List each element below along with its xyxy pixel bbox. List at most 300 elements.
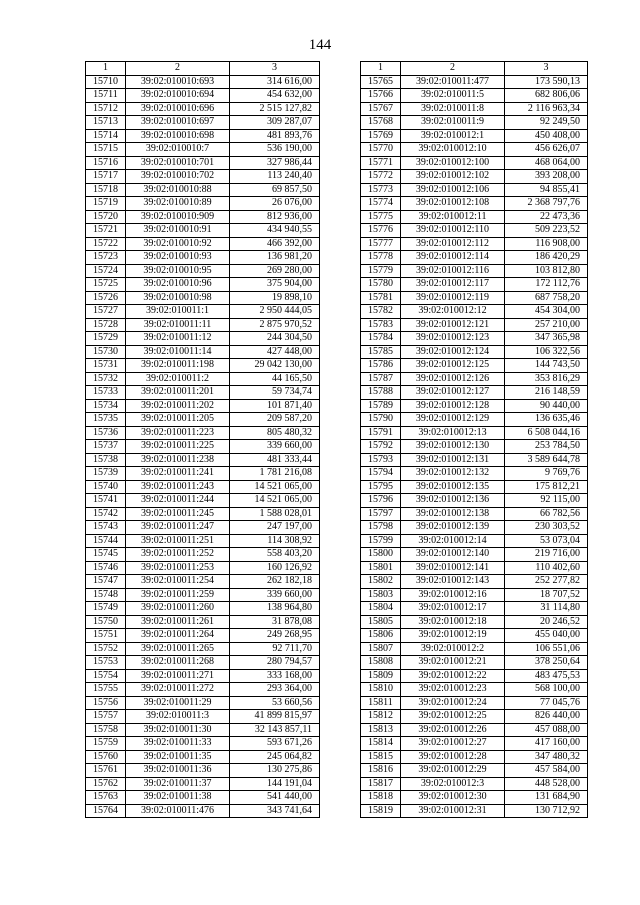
table-row <box>86 534 320 548</box>
cadastral-number: 39:02:010011:247 <box>126 521 230 535</box>
cadastral-number: 39:02:010012:19 <box>401 629 505 643</box>
cadastral-value: 378 250,64 <box>505 656 588 670</box>
table-row <box>361 129 588 143</box>
cadastral-value: 53 660,56 <box>230 696 320 710</box>
cadastral-number: 39:02:010011:201 <box>126 386 230 400</box>
cadastral-value: 136 981,20 <box>230 251 320 265</box>
cadastral-number: 39:02:010012:110 <box>401 224 505 238</box>
cadastral-value: 209 587,20 <box>230 413 320 427</box>
cadastral-number: 39:02:010010:693 <box>126 75 230 89</box>
cadastral-value: 327 986,44 <box>230 156 320 170</box>
table-row <box>361 359 588 373</box>
cadastral-value: 2 875 970,52 <box>230 318 320 332</box>
row-number: 15715 <box>86 143 126 157</box>
cadastral-value: 457 088,00 <box>505 723 588 737</box>
table-row <box>361 791 588 805</box>
table-row <box>361 426 588 440</box>
table-row <box>86 183 320 197</box>
cadastral-number: 39:02:010011:268 <box>126 656 230 670</box>
cadastral-value: 173 590,13 <box>505 75 588 89</box>
table-row <box>361 237 588 251</box>
cadastral-number: 39:02:010011:253 <box>126 561 230 575</box>
row-number: 15734 <box>86 399 126 413</box>
table-row <box>361 143 588 157</box>
row-number: 15779 <box>361 264 401 278</box>
cadastral-value: 230 303,52 <box>505 521 588 535</box>
row-number: 15813 <box>361 723 401 737</box>
cadastral-number: 39:02:010010:696 <box>126 102 230 116</box>
cadastral-value: 103 812,80 <box>505 264 588 278</box>
row-number: 15787 <box>361 372 401 386</box>
row-number: 15811 <box>361 696 401 710</box>
row-number: 15749 <box>86 602 126 616</box>
cadastral-value: 466 392,00 <box>230 237 320 251</box>
cadastral-value: 53 073,04 <box>505 534 588 548</box>
cadastral-value: 456 626,07 <box>505 143 588 157</box>
cadastral-value: 114 308,92 <box>230 534 320 548</box>
table-row <box>361 602 588 616</box>
cadastral-number: 39:02:010012:123 <box>401 332 505 346</box>
cadastral-value: 14 521 065,00 <box>230 480 320 494</box>
cadastral-number: 39:02:010011:477 <box>401 75 505 89</box>
cadastral-value: 309 287,07 <box>230 116 320 130</box>
row-number: 15765 <box>361 75 401 89</box>
table-row <box>361 318 588 332</box>
table-row <box>361 278 588 292</box>
row-number: 15799 <box>361 534 401 548</box>
row-number: 15732 <box>86 372 126 386</box>
table-row <box>86 629 320 643</box>
cadastral-number: 39:02:010011:9 <box>401 116 505 130</box>
row-number: 15740 <box>86 480 126 494</box>
cadastral-value: 448 528,00 <box>505 777 588 791</box>
table-row <box>361 345 588 359</box>
table-row <box>361 777 588 791</box>
cadastral-value: 593 671,26 <box>230 737 320 751</box>
table-row <box>361 251 588 265</box>
cadastral-number: 39:02:010012:116 <box>401 264 505 278</box>
row-number: 15788 <box>361 386 401 400</box>
cadastral-value: 144 191,04 <box>230 777 320 791</box>
cadastral-value: 468 064,00 <box>505 156 588 170</box>
cadastral-number: 39:02:010012:12 <box>401 305 505 319</box>
cadastral-value: 2 950 444,05 <box>230 305 320 319</box>
table-row <box>86 386 320 400</box>
cadastral-number: 39:02:010011:11 <box>126 318 230 332</box>
table-row <box>86 102 320 116</box>
table-row <box>361 210 588 224</box>
page-number: 144 <box>308 37 332 53</box>
table-header-row <box>361 62 588 76</box>
row-number: 15743 <box>86 521 126 535</box>
cadastral-value: 172 112,76 <box>505 278 588 292</box>
table-row <box>86 642 320 656</box>
table-header-row <box>86 62 320 76</box>
row-number: 15804 <box>361 602 401 616</box>
row-number: 15723 <box>86 251 126 265</box>
cadastral-value: 558 403,20 <box>230 548 320 562</box>
left-table <box>85 61 320 818</box>
table-row <box>361 494 588 508</box>
cadastral-number: 39:02:010012:143 <box>401 575 505 589</box>
cadastral-value: 347 365,98 <box>505 332 588 346</box>
cadastral-value: 130 275,86 <box>230 764 320 778</box>
row-number: 15747 <box>86 575 126 589</box>
row-number: 15767 <box>361 102 401 116</box>
row-number: 15802 <box>361 575 401 589</box>
cadastral-number: 39:02:010011:251 <box>126 534 230 548</box>
cadastral-value: 136 635,46 <box>505 413 588 427</box>
cadastral-value: 9 769,76 <box>505 467 588 481</box>
cadastral-number: 39:02:010011:35 <box>126 750 230 764</box>
row-number: 15717 <box>86 170 126 184</box>
row-number: 15819 <box>361 804 401 818</box>
row-number: 15798 <box>361 521 401 535</box>
cadastral-number: 39:02:010011:198 <box>126 359 230 373</box>
column-header: 2 <box>401 62 505 76</box>
table-row <box>86 75 320 89</box>
cadastral-value: 69 857,50 <box>230 183 320 197</box>
cadastral-value: 2 515 127,82 <box>230 102 320 116</box>
cadastral-number: 39:02:010012:112 <box>401 237 505 251</box>
row-number: 15754 <box>86 669 126 683</box>
cadastral-value: 434 940,55 <box>230 224 320 238</box>
table-row <box>86 548 320 562</box>
table-row <box>361 534 588 548</box>
cadastral-value: 26 076,00 <box>230 197 320 211</box>
row-number: 15742 <box>86 507 126 521</box>
cadastral-number: 39:02:010011:245 <box>126 507 230 521</box>
cadastral-value: 353 816,29 <box>505 372 588 386</box>
left-table-body <box>86 75 320 818</box>
cadastral-number: 39:02:010011:1 <box>126 305 230 319</box>
row-number: 15803 <box>361 588 401 602</box>
cadastral-value: 417 160,00 <box>505 737 588 751</box>
table-row <box>361 764 588 778</box>
cadastral-value: 110 402,60 <box>505 561 588 575</box>
cadastral-number: 39:02:010012:108 <box>401 197 505 211</box>
cadastral-value: 41 899 815,97 <box>230 710 320 724</box>
cadastral-number: 39:02:010012:128 <box>401 399 505 413</box>
row-number: 15761 <box>86 764 126 778</box>
cadastral-value: 1 781 216,08 <box>230 467 320 481</box>
cadastral-number: 39:02:010012:28 <box>401 750 505 764</box>
cadastral-value: 339 660,00 <box>230 588 320 602</box>
cadastral-number: 39:02:010012:139 <box>401 521 505 535</box>
row-number: 15730 <box>86 345 126 359</box>
cadastral-number: 39:02:010012:140 <box>401 548 505 562</box>
cadastral-number: 39:02:010011:12 <box>126 332 230 346</box>
table-row <box>86 561 320 575</box>
row-number: 15763 <box>86 791 126 805</box>
cadastral-number: 39:02:010010:98 <box>126 291 230 305</box>
cadastral-value: 687 758,20 <box>505 291 588 305</box>
table-row <box>361 264 588 278</box>
table-row <box>86 791 320 805</box>
row-number: 15795 <box>361 480 401 494</box>
cadastral-value: 90 440,00 <box>505 399 588 413</box>
cadastral-number: 39:02:010010:702 <box>126 170 230 184</box>
row-number: 15724 <box>86 264 126 278</box>
table-row <box>361 156 588 170</box>
cadastral-value: 427 448,00 <box>230 345 320 359</box>
table-row <box>361 750 588 764</box>
row-number: 15764 <box>86 804 126 818</box>
cadastral-value: 92 711,70 <box>230 642 320 656</box>
row-number: 15712 <box>86 102 126 116</box>
cadastral-number: 39:02:010011:244 <box>126 494 230 508</box>
cadastral-number: 39:02:010012:121 <box>401 318 505 332</box>
cadastral-number: 39:02:010011:241 <box>126 467 230 481</box>
column-header: 3 <box>230 62 320 76</box>
cadastral-value: 77 045,76 <box>505 696 588 710</box>
table-row <box>86 656 320 670</box>
cadastral-number: 39:02:010012:22 <box>401 669 505 683</box>
table-row <box>361 710 588 724</box>
table-row <box>86 764 320 778</box>
cadastral-value: 66 782,56 <box>505 507 588 521</box>
table-row <box>361 480 588 494</box>
cadastral-number: 39:02:010012:16 <box>401 588 505 602</box>
table-row <box>86 669 320 683</box>
cadastral-number: 39:02:010011:223 <box>126 426 230 440</box>
row-number: 15790 <box>361 413 401 427</box>
row-number: 15782 <box>361 305 401 319</box>
table-row <box>86 278 320 292</box>
cadastral-value: 32 143 857,11 <box>230 723 320 737</box>
cadastral-value: 253 784,50 <box>505 440 588 454</box>
cadastral-number: 39:02:010012:13 <box>401 426 505 440</box>
table-row <box>361 116 588 130</box>
row-number: 15729 <box>86 332 126 346</box>
row-number: 15805 <box>361 615 401 629</box>
table-row <box>86 737 320 751</box>
row-number: 15739 <box>86 467 126 481</box>
table-row <box>86 359 320 373</box>
cadastral-value: 245 064,82 <box>230 750 320 764</box>
cadastral-number: 39:02:010012:1 <box>401 129 505 143</box>
cadastral-value: 280 794,57 <box>230 656 320 670</box>
row-number: 15719 <box>86 197 126 211</box>
cadastral-number: 39:02:010011:3 <box>126 710 230 724</box>
table-row <box>86 440 320 454</box>
cadastral-number: 39:02:010010:7 <box>126 143 230 157</box>
cadastral-number: 39:02:010012:125 <box>401 359 505 373</box>
cadastral-value: 257 210,00 <box>505 318 588 332</box>
table-row <box>86 399 320 413</box>
row-number: 15816 <box>361 764 401 778</box>
cadastral-number: 39:02:010012:2 <box>401 642 505 656</box>
cadastral-value: 2 116 963,34 <box>505 102 588 116</box>
row-number: 15768 <box>361 116 401 130</box>
table-row <box>86 143 320 157</box>
row-number: 15783 <box>361 318 401 332</box>
row-number: 15737 <box>86 440 126 454</box>
table-row <box>86 723 320 737</box>
cadastral-value: 44 165,50 <box>230 372 320 386</box>
row-number: 15778 <box>361 251 401 265</box>
cadastral-number: 39:02:010012:14 <box>401 534 505 548</box>
cadastral-number: 39:02:010012:132 <box>401 467 505 481</box>
cadastral-number: 39:02:010011:205 <box>126 413 230 427</box>
cadastral-value: 216 148,59 <box>505 386 588 400</box>
row-number: 15773 <box>361 183 401 197</box>
cadastral-number: 39:02:010011:259 <box>126 588 230 602</box>
cadastral-number: 39:02:010012:138 <box>401 507 505 521</box>
cadastral-number: 39:02:010012:119 <box>401 291 505 305</box>
cadastral-number: 39:02:010011:272 <box>126 683 230 697</box>
cadastral-value: 6 508 044,16 <box>505 426 588 440</box>
cadastral-value: 457 584,00 <box>505 764 588 778</box>
table-row <box>86 453 320 467</box>
cadastral-number: 39:02:010011:38 <box>126 791 230 805</box>
row-number: 15741 <box>86 494 126 508</box>
cadastral-value: 106 322,56 <box>505 345 588 359</box>
row-number: 15751 <box>86 629 126 643</box>
cadastral-number: 39:02:010012:126 <box>401 372 505 386</box>
cadastral-value: 219 716,00 <box>505 548 588 562</box>
row-number: 15774 <box>361 197 401 211</box>
row-number: 15710 <box>86 75 126 89</box>
cadastral-number: 39:02:010010:96 <box>126 278 230 292</box>
cadastral-value: 805 480,32 <box>230 426 320 440</box>
cadastral-number: 39:02:010011:260 <box>126 602 230 616</box>
table-row <box>361 467 588 481</box>
row-number: 15758 <box>86 723 126 737</box>
row-number: 15733 <box>86 386 126 400</box>
table-row <box>86 156 320 170</box>
table-row <box>86 507 320 521</box>
table-row <box>86 777 320 791</box>
table-row <box>86 116 320 130</box>
cadastral-value: 31 114,80 <box>505 602 588 616</box>
cadastral-number: 39:02:010011:476 <box>126 804 230 818</box>
table-row <box>361 386 588 400</box>
cadastral-value: 483 475,53 <box>505 669 588 683</box>
table-row <box>361 696 588 710</box>
cadastral-value: 682 806,06 <box>505 89 588 103</box>
table-row <box>361 737 588 751</box>
column-header: 3 <box>505 62 588 76</box>
table-row <box>361 440 588 454</box>
table-row <box>361 669 588 683</box>
cadastral-number: 39:02:010010:95 <box>126 264 230 278</box>
cadastral-value: 293 364,00 <box>230 683 320 697</box>
cadastral-value: 252 277,82 <box>505 575 588 589</box>
cadastral-number: 39:02:010012:141 <box>401 561 505 575</box>
table-row <box>361 723 588 737</box>
cadastral-number: 39:02:010012:11 <box>401 210 505 224</box>
cadastral-number: 39:02:010012:131 <box>401 453 505 467</box>
cadastral-number: 39:02:010010:88 <box>126 183 230 197</box>
cadastral-value: 18 707,52 <box>505 588 588 602</box>
table-row <box>86 210 320 224</box>
cadastral-number: 39:02:010012:27 <box>401 737 505 751</box>
right-table-body <box>361 75 588 818</box>
cadastral-value: 3 589 644,78 <box>505 453 588 467</box>
row-number: 15815 <box>361 750 401 764</box>
table-row <box>86 696 320 710</box>
cadastral-number: 39:02:010012:136 <box>401 494 505 508</box>
table-row <box>361 588 588 602</box>
table-row <box>86 237 320 251</box>
table-row <box>86 372 320 386</box>
cadastral-value: 31 878,08 <box>230 615 320 629</box>
cadastral-value: 812 936,00 <box>230 210 320 224</box>
cadastral-number: 39:02:010012:129 <box>401 413 505 427</box>
table-row <box>361 372 588 386</box>
row-number: 15785 <box>361 345 401 359</box>
cadastral-value: 826 440,00 <box>505 710 588 724</box>
cadastral-number: 39:02:010012:18 <box>401 615 505 629</box>
table-row <box>361 548 588 562</box>
row-number: 15777 <box>361 237 401 251</box>
row-number: 15801 <box>361 561 401 575</box>
cadastral-value: 541 440,00 <box>230 791 320 805</box>
table-row <box>361 642 588 656</box>
table-row <box>86 291 320 305</box>
cadastral-number: 39:02:010012:25 <box>401 710 505 724</box>
table-row <box>361 656 588 670</box>
table-row <box>361 291 588 305</box>
row-number: 15718 <box>86 183 126 197</box>
row-number: 15722 <box>86 237 126 251</box>
cadastral-number: 39:02:010012:21 <box>401 656 505 670</box>
cadastral-number: 39:02:010011:261 <box>126 615 230 629</box>
cadastral-number: 39:02:010012:31 <box>401 804 505 818</box>
row-number: 15760 <box>86 750 126 764</box>
row-number: 15792 <box>361 440 401 454</box>
cadastral-number: 39:02:010011:33 <box>126 737 230 751</box>
table-row <box>86 602 320 616</box>
cadastral-number: 39:02:010012:114 <box>401 251 505 265</box>
cadastral-number: 39:02:010011:243 <box>126 480 230 494</box>
cadastral-number: 39:02:010012:135 <box>401 480 505 494</box>
table-row <box>86 710 320 724</box>
cadastral-number: 39:02:010010:89 <box>126 197 230 211</box>
row-number: 15775 <box>361 210 401 224</box>
row-number: 15759 <box>86 737 126 751</box>
table-row <box>361 332 588 346</box>
row-number: 15756 <box>86 696 126 710</box>
cadastral-value: 481 893,76 <box>230 129 320 143</box>
cadastral-value: 92 115,00 <box>505 494 588 508</box>
cadastral-number: 39:02:010010:698 <box>126 129 230 143</box>
table-row <box>86 804 320 818</box>
row-number: 15752 <box>86 642 126 656</box>
table-row <box>361 683 588 697</box>
row-number: 15771 <box>361 156 401 170</box>
cadastral-value: 59 734,74 <box>230 386 320 400</box>
cadastral-value: 94 855,41 <box>505 183 588 197</box>
row-number: 15794 <box>361 467 401 481</box>
row-number: 15750 <box>86 615 126 629</box>
cadastral-number: 39:02:010011:36 <box>126 764 230 778</box>
cadastral-value: 19 898,10 <box>230 291 320 305</box>
row-number: 15772 <box>361 170 401 184</box>
row-number: 15806 <box>361 629 401 643</box>
cadastral-number: 39:02:010011:202 <box>126 399 230 413</box>
row-number: 15769 <box>361 129 401 143</box>
table-row <box>361 399 588 413</box>
cadastral-value: 536 190,00 <box>230 143 320 157</box>
row-number: 15786 <box>361 359 401 373</box>
cadastral-value: 101 871,40 <box>230 399 320 413</box>
cadastral-value: 393 208,00 <box>505 170 588 184</box>
cadastral-number: 39:02:010012:24 <box>401 696 505 710</box>
table-row <box>86 197 320 211</box>
table-row <box>86 467 320 481</box>
